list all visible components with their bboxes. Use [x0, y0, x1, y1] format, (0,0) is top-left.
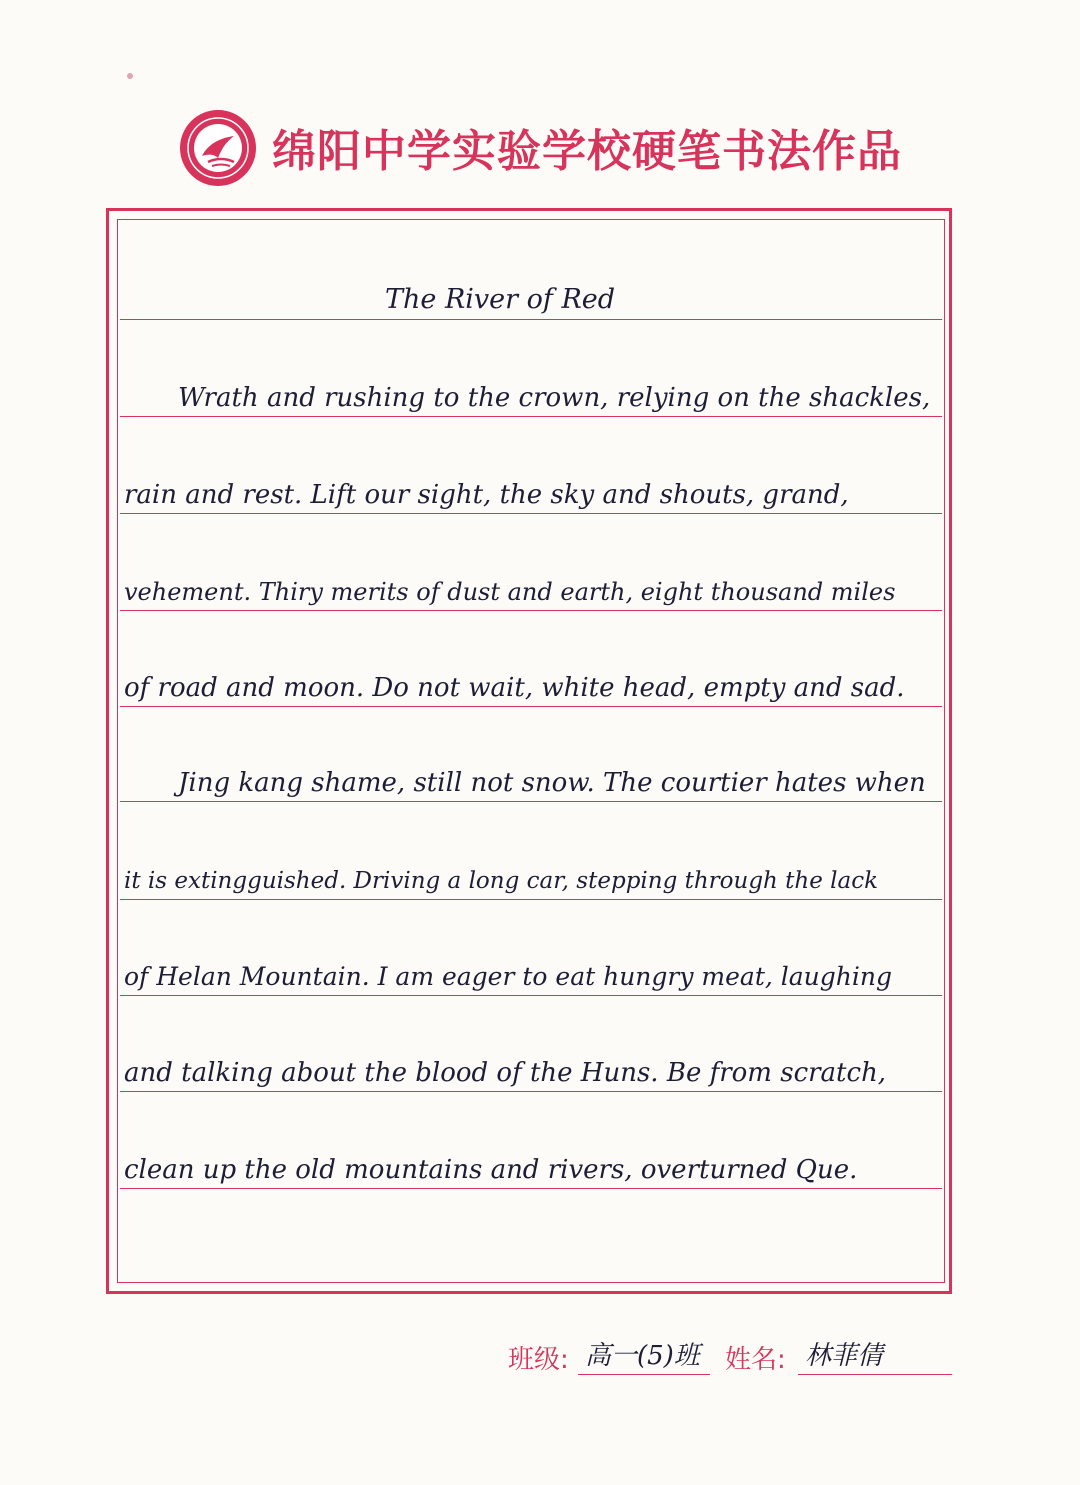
- school-seal-icon: [178, 108, 258, 188]
- ink-speck: [127, 73, 133, 79]
- name-underline: [798, 1374, 952, 1375]
- text-line-4: of road and moon. Do not wait, white head, empty and sad.: [124, 673, 905, 703]
- text-line-8: and talking about the blood of the Huns. Be from scratch,: [124, 1058, 887, 1088]
- name-value: 林菲倩: [805, 1341, 884, 1371]
- work-title: The River of Red: [385, 284, 616, 315]
- text-line-2: rain and rest. Lift our sight, the sky and shouts, grand,: [124, 480, 849, 510]
- class-label: 班级:: [508, 1345, 569, 1375]
- page-title: 绵阳中学实验学校硬笔书法作品: [272, 126, 902, 177]
- text-line-1: Wrath and rushing to the crown, relying on the shackles,: [178, 383, 931, 413]
- class-value: 高一(5)班: [585, 1341, 700, 1371]
- text-line-9: clean up the old mountains and rivers, overturned Que.: [124, 1155, 858, 1185]
- text-line-7: of Helan Mountain. I am eager to eat hungry meat, laughing: [124, 962, 892, 991]
- class-underline: [578, 1374, 710, 1375]
- name-label: 姓名:: [725, 1345, 786, 1375]
- text-line-6: it is extingguished. Driving a long car, stepping through the lack: [124, 868, 879, 894]
- text-line-3: vehement. Thiry merits of dust and earth, eight thousand miles: [124, 578, 896, 606]
- text-line-5: Jing kang shame, still not snow. The courtier hates when: [178, 768, 926, 798]
